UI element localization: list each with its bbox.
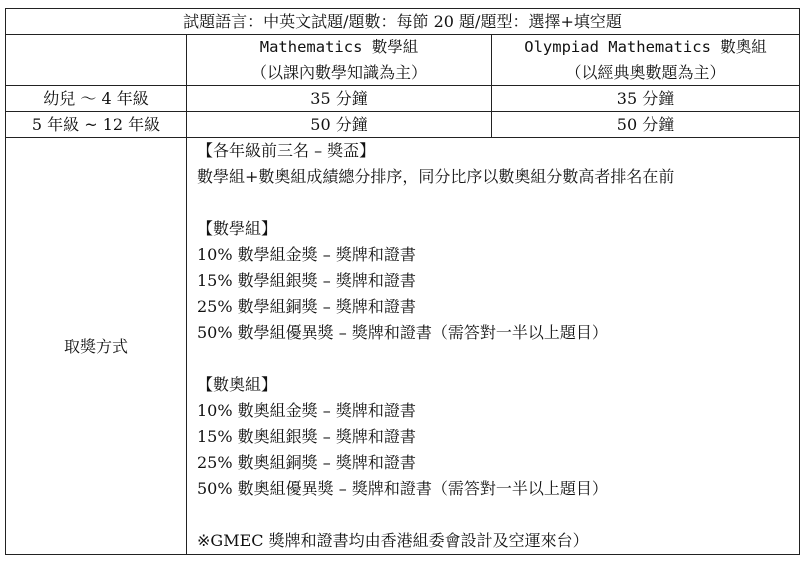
math-award-item: 50% 數學組優異獎 – 獎牌和證書（需答對一半以上題目）: [197, 323, 608, 342]
math-award-item: 15% 數學組銀獎 – 獎牌和證書: [197, 271, 416, 290]
grade-label-cell: 幼兒 ～ 4 年級: [6, 86, 187, 112]
awards-row: [6, 138, 800, 555]
math-award-item: 25% 數學組銅獎 – 獎牌和證書: [197, 297, 416, 316]
spacer: [197, 346, 799, 372]
table-header-row: [6, 9, 800, 35]
math-column-title: Mathematics 數學組: [259, 38, 419, 56]
math-column-subtitle: （以課內數學知識為主）: [250, 63, 427, 82]
olympiad-award-item: 50% 數奧組優異獎 – 獎牌和證書（需答對一半以上題目）: [197, 479, 608, 498]
table-row: [6, 112, 800, 138]
grade-label-cell: 5 年級 ~ 12 年級: [6, 112, 187, 138]
math-award-item: 10% 數學組金獎 – 獎牌和證書: [197, 245, 416, 264]
competition-info-table: [5, 8, 800, 555]
medal-note: ※GMEC 獎牌和證書均由香港組委會設計及空運來台）: [197, 531, 589, 550]
olympiad-column-title: Olympiad Mathematics 數奧組: [524, 38, 767, 56]
math-column-header: [187, 35, 492, 86]
olympiad-award-item: 25% 數奧組銅獎 – 獎牌和證書: [197, 453, 416, 472]
math-awards-heading: 【數學組】: [197, 219, 278, 238]
olympiad-duration-cell: 35 分鐘: [492, 86, 800, 112]
spacer: [197, 190, 799, 216]
spacer: [197, 502, 799, 528]
olympiad-column-header: [492, 35, 800, 86]
awards-content-cell: [187, 138, 800, 555]
olympiad-award-item: 10% 數奧組金獎 – 獎牌和證書: [197, 401, 416, 420]
exam-info-cell: 試題語言：中英文試題/題數：每節 20 題/題型：選擇+填空題: [6, 9, 800, 35]
math-duration-cell: 35 分鐘: [187, 86, 492, 112]
olympiad-duration-cell: 50 分鐘: [492, 112, 800, 138]
olympiad-award-item: 15% 數奧組銀獎 – 獎牌和證書: [197, 427, 416, 446]
empty-corner-cell: [6, 35, 187, 86]
olympiad-column-subtitle: （以經典奧數題為主）: [565, 63, 726, 82]
trophy-heading: 【各年級前三名 – 獎盃】: [197, 141, 376, 160]
trophy-description: 數學組+數奧組成績總分排序，同分比序以數奧組分數高者排名在前: [197, 167, 675, 186]
column-title-row: [6, 35, 800, 86]
awards-label-cell: 取獎方式: [6, 138, 187, 555]
olympiad-awards-heading: 【數奧組】: [197, 375, 278, 394]
table-row: [6, 86, 800, 112]
math-duration-cell: 50 分鐘: [187, 112, 492, 138]
